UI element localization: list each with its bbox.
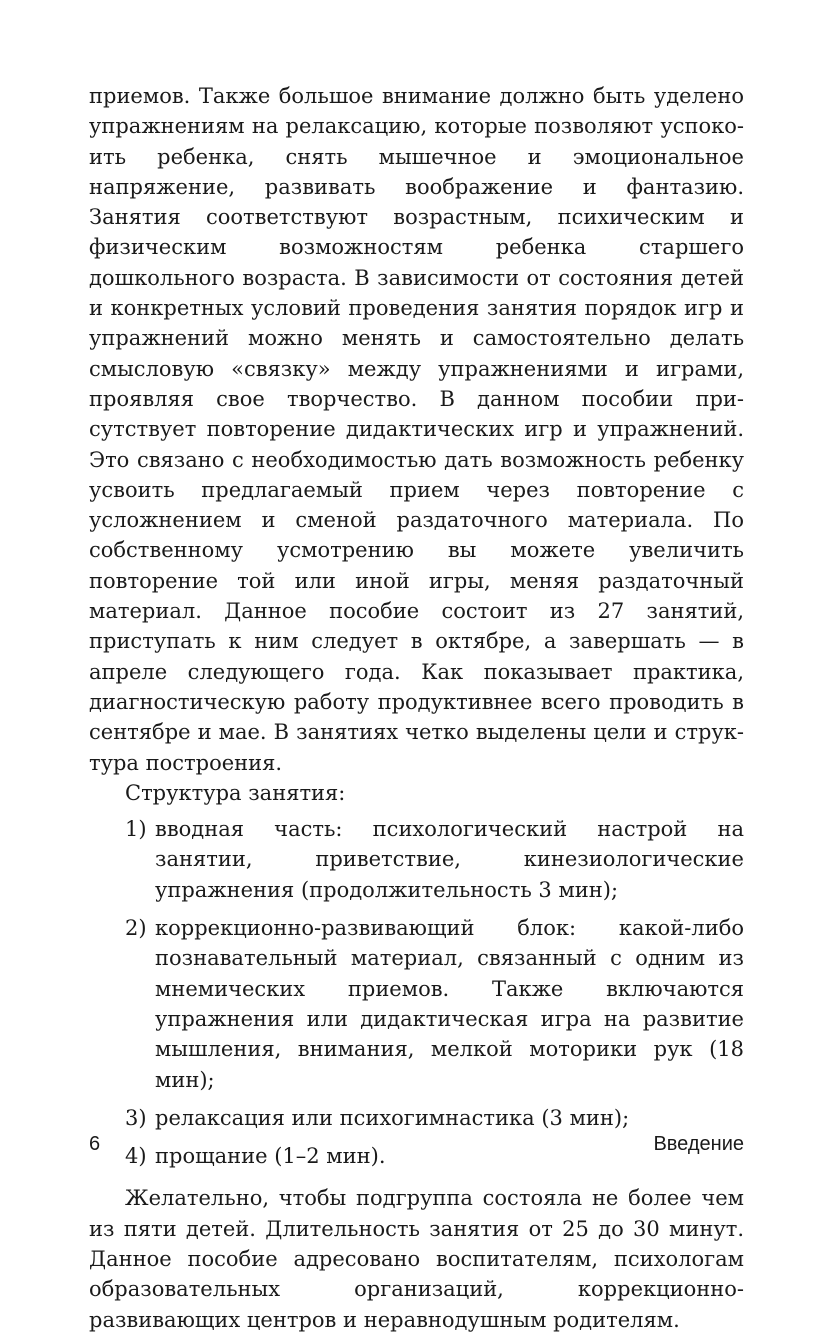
list-item bbox=[89, 913, 744, 1095]
paragraph-audience: Желательно, чтобы подгруппа состояла не более чем из пяти детей. Длительность занятия от 25 до 30 минут. Данное пособие адресовано воспитателям, психологам образовательных организаций, коррекционно-развивающих центров и неравнодушным родителям. bbox=[89, 1186, 744, 1332]
list-item bbox=[89, 1103, 744, 1133]
paragraph-intro-continuation: приемов. Также большое внимание должно быть уделено упражнениям на релаксацию, которые позволяют успокоить ребенка, снять мышечное и эмоциональное напряжение, развивать воображение и фантазию. Занятия соответствуют возрастным, психическим и физическим возможностям ребенка старшего дошкольного возраста. В зависимости от состояния детей и конкретных условий проведения занятия порядок игр и упражнений можно менять и самостоятельно делать смысловую «связку» между упражнениями и играми, проявляя свое творчество. В данном пособии присутствует повторение дидактических игр и упражнений. Это связано с необходимостью дать возможность ребенку усвоить предлагаемый прием через повторение с усложнением и сменой раздаточного материала. По собственному усмотрению вы можете увеличить повторение той или иной игры, меняя раздаточный материал. Данное пособие состоит из 27 занятий, приступать к ним следует в октябре, а завершать — в апреле следующего года. Как показывает практика, диагностическую работу продуктивнее всего проводить в сентябре и мае. В занятиях четко выделены цели и структура построения. bbox=[89, 84, 744, 775]
structure-heading: Структура занятия: bbox=[125, 780, 346, 805]
page-number: 6 bbox=[89, 1133, 101, 1155]
page-footer bbox=[89, 1133, 744, 1163]
list-item-number: 4) bbox=[125, 1144, 147, 1169]
list-item-text: коррекционно-развивающий блок: какой-либо познавательный материал, связанный с одним из мнемических приемов. Также включаются упражнения или дидактическая игра на развитие мышления, внимания, мелкой моторики рук (18 мин); bbox=[155, 916, 744, 1092]
running-section-title: Введение bbox=[653, 1133, 744, 1155]
list-item-text: вводная часть: психологический настрой на занятии, приветствие, кинезиологические упражнения (продолжительность 3 мин); bbox=[155, 817, 744, 902]
list-item-number: 1) bbox=[125, 817, 147, 842]
list-item-text: релаксация или психогимнастика (3 мин); bbox=[155, 1105, 630, 1130]
list-item bbox=[89, 814, 744, 905]
list-item-text: прощание (1–2 мин). bbox=[155, 1144, 386, 1169]
lesson-structure-list bbox=[89, 814, 744, 1171]
list-item-number: 2) bbox=[125, 916, 147, 941]
list-item-number: 3) bbox=[125, 1105, 147, 1130]
